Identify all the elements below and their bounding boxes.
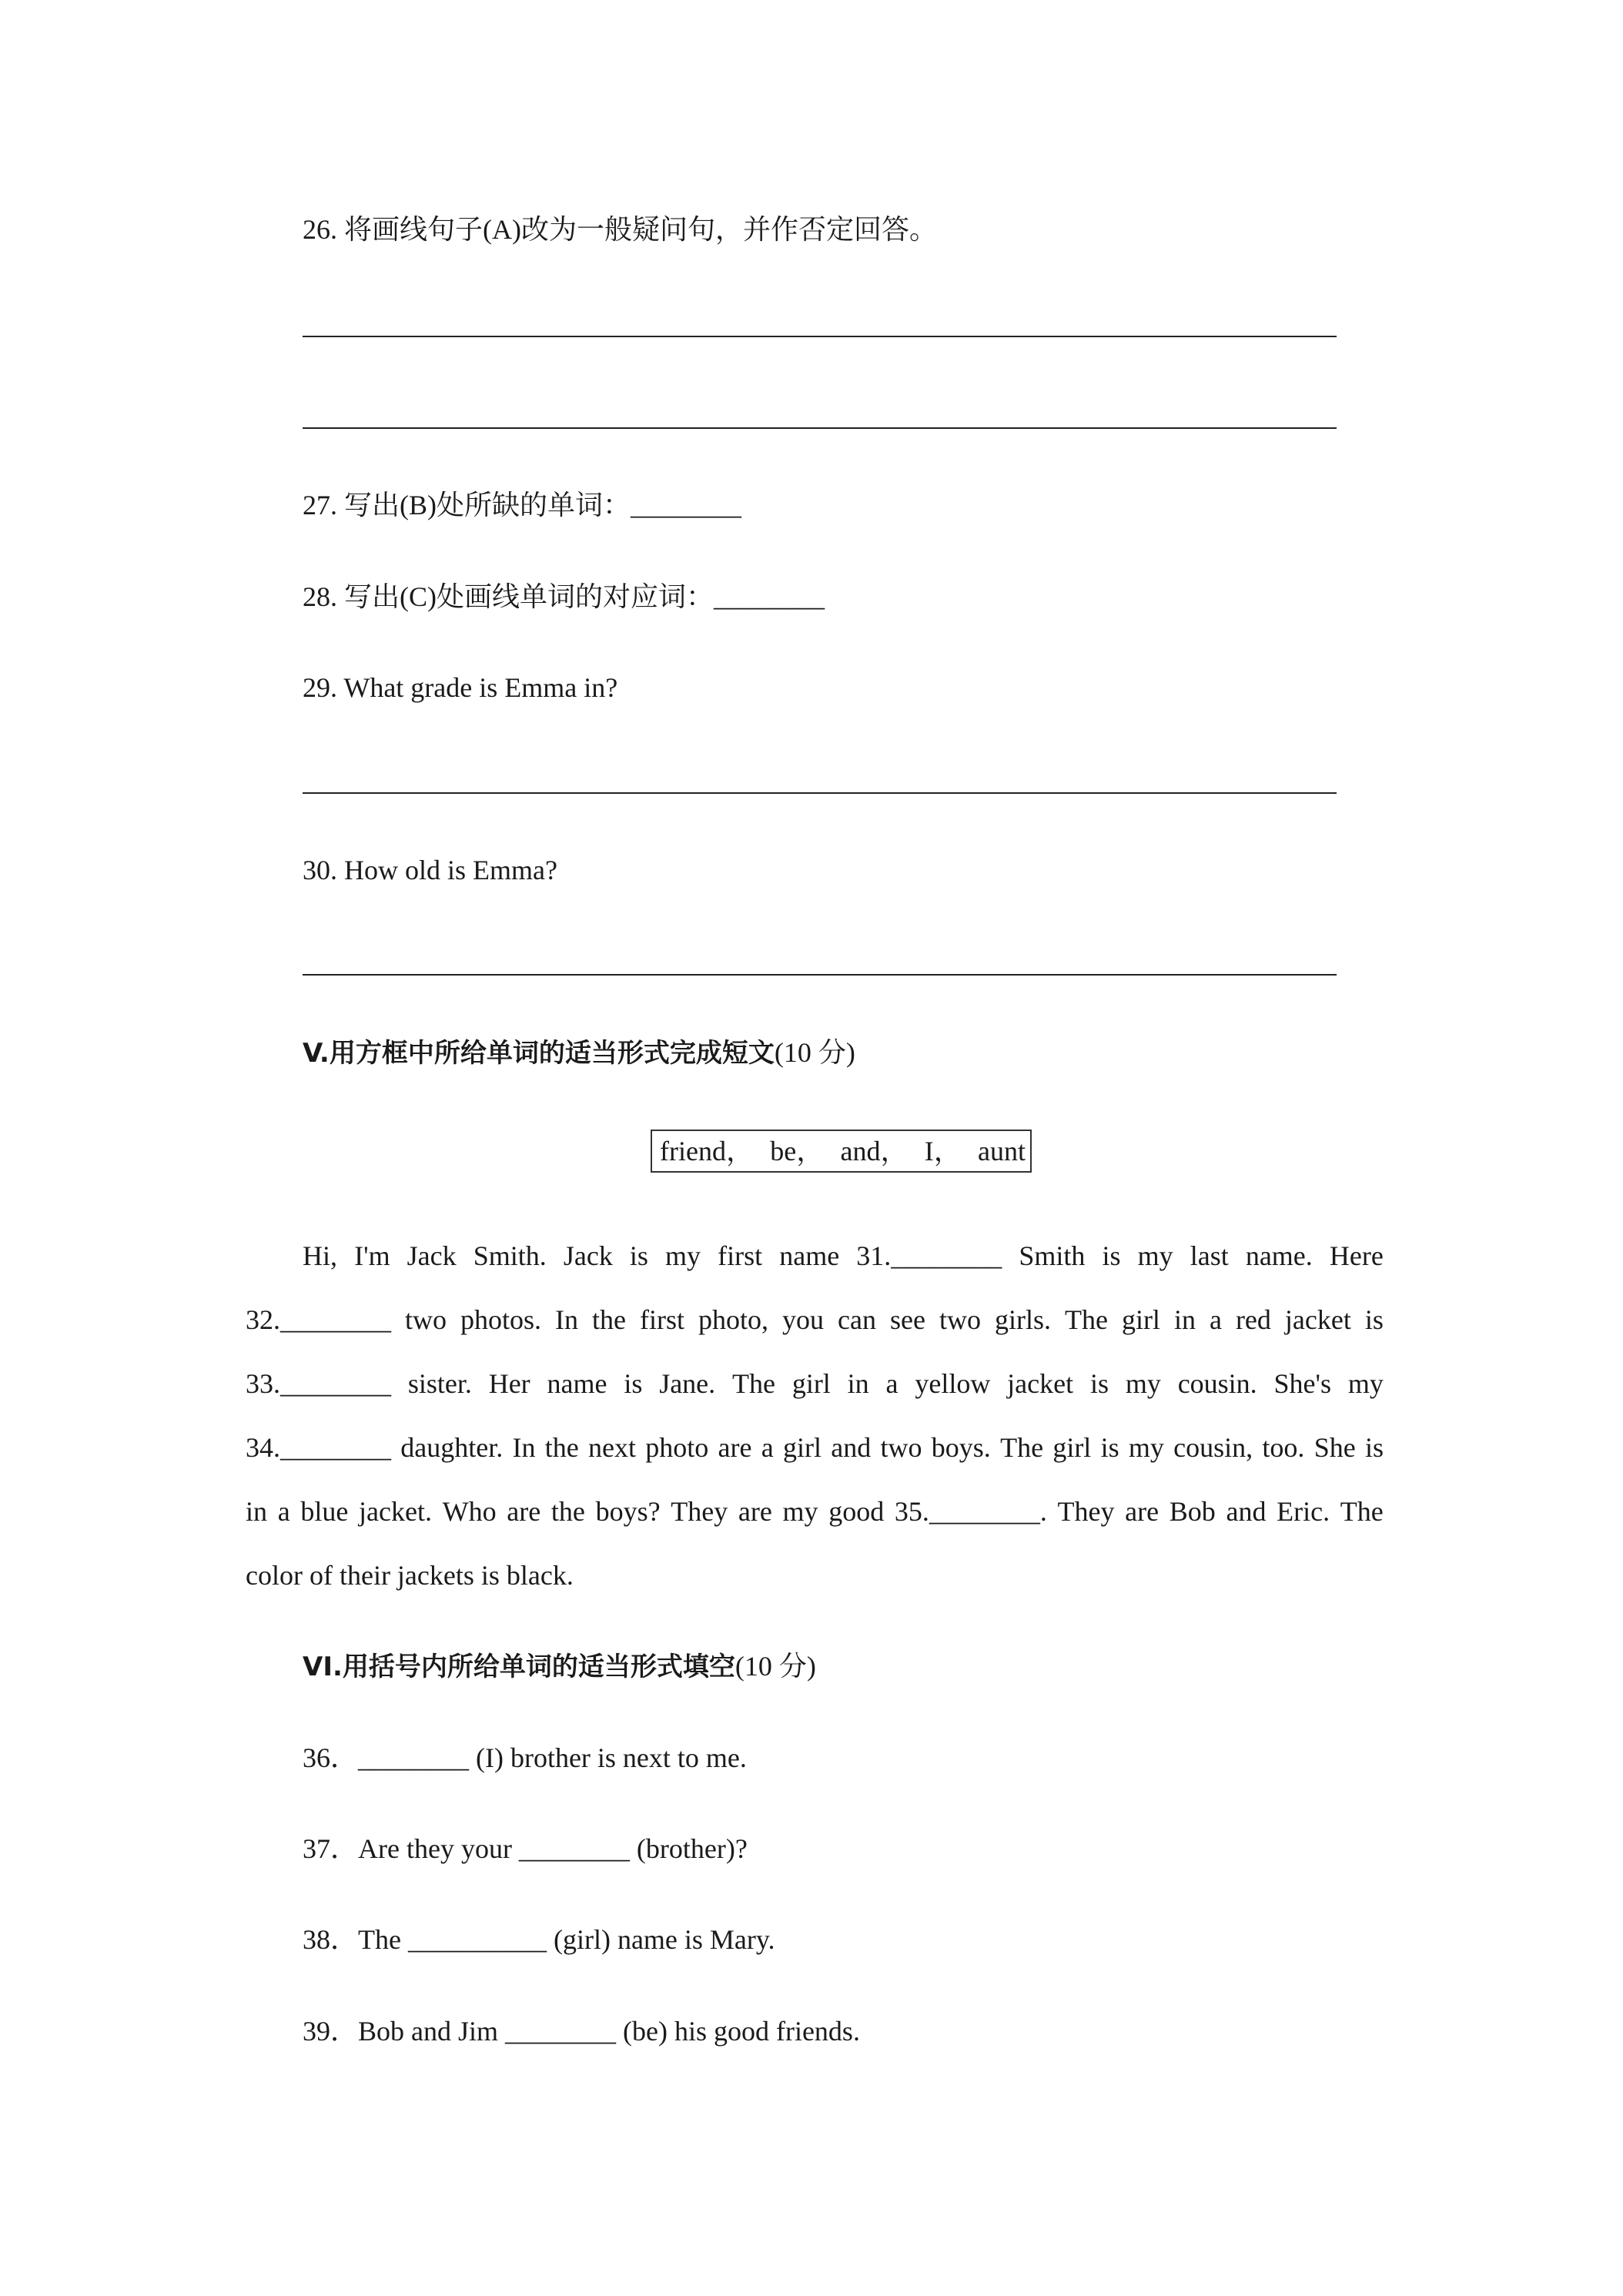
passage-line <box>246 1303 1384 1337</box>
passage-word: two <box>405 1304 447 1335</box>
passage-word: too. <box>1262 1432 1305 1463</box>
passage-word: photo, <box>698 1304 769 1335</box>
passage-word: a <box>761 1432 774 1463</box>
passage-word: two <box>939 1304 981 1335</box>
section-6-title: VI.用括号内所给单词的适当形式填空 <box>303 1652 735 1682</box>
passage-word: girl <box>1052 1432 1092 1463</box>
answer-line-30[interactable] <box>303 974 1337 976</box>
passage-word: photo <box>645 1432 709 1463</box>
passage-word: and <box>831 1432 872 1463</box>
passage-word: is <box>1102 1240 1121 1271</box>
word-box-item: I， <box>924 1136 962 1166</box>
passage-word: is <box>1364 1432 1384 1463</box>
passage-word: They <box>1057 1496 1115 1527</box>
word-box <box>651 1130 1032 1173</box>
passage-word: 31.________ <box>856 1240 1002 1271</box>
passage-word: They <box>671 1496 728 1527</box>
passage-word: are <box>738 1496 772 1527</box>
passage-word: two <box>880 1432 922 1463</box>
word-box-item: be， <box>770 1136 825 1166</box>
passage-word: my <box>1128 1432 1164 1463</box>
passage-word: you <box>782 1304 825 1335</box>
word-box-item: friend， <box>660 1136 754 1166</box>
passage-word: Jack <box>563 1240 613 1271</box>
passage-word: The <box>1064 1304 1108 1335</box>
passage-word: In <box>512 1432 536 1463</box>
passage-line <box>246 1367 1384 1401</box>
passage-word: the <box>550 1496 585 1527</box>
section-5-title: V.用方框中所给单词的适当形式完成短文 <box>303 1038 775 1069</box>
passage-word: 35.________. <box>894 1496 1047 1527</box>
passage-word: boys. <box>931 1432 991 1463</box>
passage-word: girl <box>791 1368 831 1399</box>
passage-word: Bob <box>1169 1496 1216 1527</box>
word-box-item: aunt <box>978 1136 1026 1166</box>
passage-word: are <box>507 1496 541 1527</box>
passage-word: sister. <box>407 1368 472 1399</box>
answer-line-29[interactable] <box>303 792 1337 794</box>
passage-word: yellow <box>915 1368 991 1399</box>
passage-word: 32.________ <box>246 1304 391 1335</box>
passage-word: The <box>732 1368 775 1399</box>
passage-word: name <box>779 1240 840 1271</box>
passage-word: Who <box>442 1496 497 1527</box>
passage-word: see <box>889 1304 925 1335</box>
passage-word: are <box>1125 1496 1160 1527</box>
passage-word: in <box>1173 1304 1196 1335</box>
passage-word: is <box>1089 1368 1109 1399</box>
passage-word: She's <box>1273 1368 1332 1399</box>
question-38: 38．The __________ (girl) name is Mary. <box>303 1924 775 1955</box>
question-26: 26. 将画线句子(A)改为一般疑问句，并作否定回答。 <box>303 214 937 245</box>
passage-word: red <box>1235 1304 1271 1335</box>
question-37: 37．Are they your ________ (brother)? <box>303 1833 748 1864</box>
passage-word: first <box>718 1240 763 1271</box>
passage-word: my <box>1347 1368 1384 1399</box>
passage-word: last <box>1190 1240 1229 1271</box>
passage-word: blue <box>300 1496 349 1527</box>
question-30: 30. How old is Emma? <box>303 855 557 885</box>
passage-word: jacket <box>1007 1368 1074 1399</box>
question-36: 36．________ (I) brother is next to me. <box>303 1742 747 1773</box>
passage-word: 34.________ <box>246 1432 391 1463</box>
question-29: 29. What grade is Emma in? <box>303 672 618 703</box>
question-27: 27. 写出(B)处所缺的单词：________ <box>303 490 741 520</box>
passage-word: jacket. <box>359 1496 432 1527</box>
passage-word: girl <box>1121 1304 1160 1335</box>
section-5-score: (10 分) <box>774 1037 855 1068</box>
passage-word: The <box>1340 1496 1384 1527</box>
passage-word: and <box>1226 1496 1267 1527</box>
passage-word: The <box>1000 1432 1044 1463</box>
passage-word: name. <box>1245 1240 1313 1271</box>
passage-word: in <box>847 1368 869 1399</box>
section-5-heading <box>303 1036 855 1070</box>
passage-line <box>246 1431 1384 1464</box>
passage-line: color of their jackets is black. <box>246 1560 574 1591</box>
passage-word: a <box>1209 1304 1222 1335</box>
passage-word: are <box>718 1432 752 1463</box>
passage-word: the <box>544 1432 579 1463</box>
passage-word: is <box>624 1368 643 1399</box>
passage-word: boys? <box>595 1496 661 1527</box>
section-6-heading <box>303 1649 816 1684</box>
passage-word: Smith <box>1019 1240 1086 1271</box>
passage-word: is <box>1364 1304 1384 1335</box>
question-39: 39．Bob and Jim ________ (be) his good friends. <box>303 2016 860 2047</box>
passage-word: Hi, <box>303 1240 337 1271</box>
passage-word: name <box>547 1368 607 1399</box>
answer-line-26b[interactable] <box>303 427 1337 429</box>
question-28: 28. 写出(C)处画线单词的对应词：________ <box>303 581 825 612</box>
passage-word: is <box>629 1240 648 1271</box>
passage-word: can <box>838 1304 876 1335</box>
passage-word: the <box>592 1304 626 1335</box>
section-6-score: (10 分) <box>735 1651 816 1682</box>
passage-word: 33.________ <box>246 1368 391 1399</box>
passage-word: girls. <box>994 1304 1051 1335</box>
passage-word: Her <box>488 1368 530 1399</box>
passage-word: jacket <box>1284 1304 1351 1335</box>
passage-word: Jack <box>407 1240 457 1271</box>
passage-word: a <box>277 1496 290 1527</box>
passage-word: my <box>665 1240 701 1271</box>
passage-word: Smith. <box>473 1240 547 1271</box>
answer-line-26a[interactable] <box>303 336 1337 337</box>
passage-word: is <box>1100 1432 1119 1463</box>
passage-word: cousin. <box>1177 1368 1257 1399</box>
passage-word: my <box>782 1496 818 1527</box>
passage-word: my <box>1125 1368 1161 1399</box>
passage-word: She <box>1313 1432 1356 1463</box>
passage-word: in <box>246 1496 268 1527</box>
word-box-item: and， <box>840 1136 909 1166</box>
passage-word: Eric. <box>1277 1496 1330 1527</box>
passage-word: first <box>640 1304 684 1335</box>
passage-word: cousin, <box>1173 1432 1253 1463</box>
passage-word: daughter. <box>400 1432 504 1463</box>
passage-word: girl <box>783 1432 822 1463</box>
passage-word: my <box>1137 1240 1173 1271</box>
passage-word: next <box>588 1432 636 1463</box>
passage-word: photos. <box>460 1304 542 1335</box>
passage-word: In <box>555 1304 579 1335</box>
passage-word: I'm <box>354 1240 390 1271</box>
passage-line <box>246 1494 1384 1528</box>
passage-line <box>246 1239 1384 1273</box>
passage-word: Here <box>1329 1240 1384 1271</box>
passage-word: a <box>885 1368 899 1399</box>
passage-word: Jane. <box>659 1368 716 1399</box>
passage-word: good <box>828 1496 885 1527</box>
